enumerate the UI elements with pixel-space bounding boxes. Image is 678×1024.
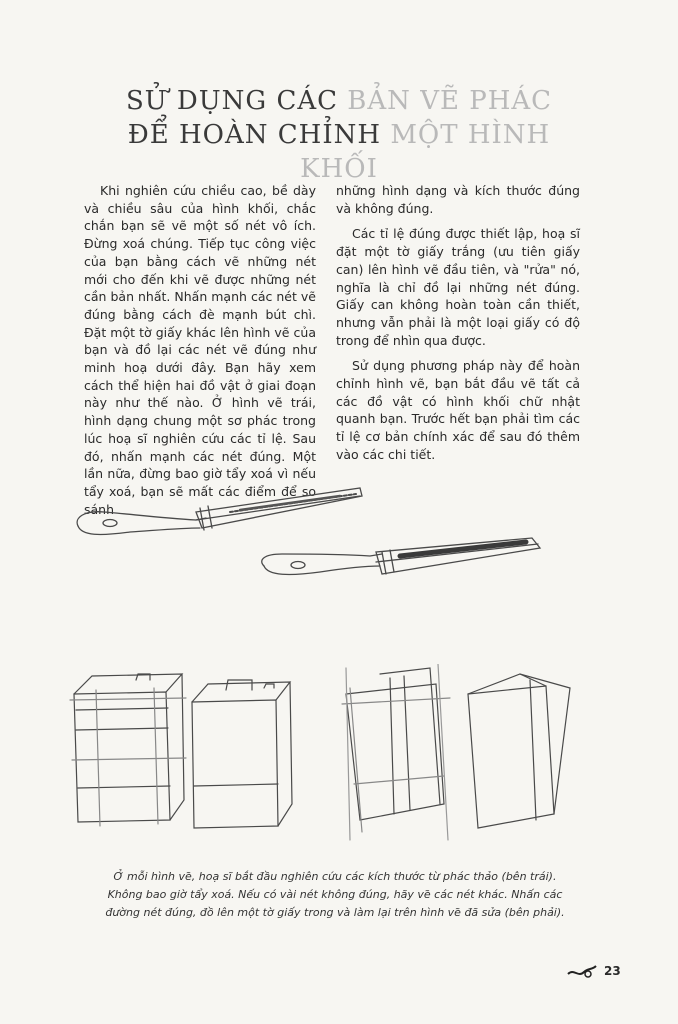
- right-paragraph-3: Sử dụng phương pháp này để hoàn chỉnh hình vẽ, bạn bắt đầu vẽ tất cả các đồ vật có hình khối chữ nhật quanh bạn. Trước hết bạn phải tìm các tỉ lệ cơ bản chính xác để sau đó thêm vào các chi tiết.: [336, 358, 580, 462]
- right-text-column: [336, 182, 580, 472]
- page-title: [100, 84, 578, 186]
- book-sketches: [340, 664, 580, 844]
- figure-caption: Ở mỗi hình vẽ, hoạ sĩ bắt đầu nghiên cứu các kích thước từ phác thảo (bên trái). Không bao giờ tẩy xoá. Nếu có vài nét không đúng, hãy vẽ các nét khác. Nhấn các đường nét đúng, đồ lên một tờ giấy trong và làm lại trên hình vẽ đã sửa (bên phải).: [105, 870, 565, 919]
- can-sketch-final: [192, 680, 292, 828]
- brush-sketch-rough: [77, 488, 362, 534]
- title-line1-dark: SỬ DỤNG CÁC: [125, 86, 348, 116]
- left-text-column: [84, 182, 316, 526]
- book-sketch-rough: [342, 664, 450, 840]
- paintbrush-sketches: [70, 482, 560, 592]
- decorative-ornament-icon: [566, 962, 602, 980]
- page-number: [566, 962, 621, 980]
- brush-sketch-final: [262, 538, 540, 574]
- title-line2-dark: ĐỂ HOÀN CHỈNH: [127, 120, 391, 150]
- book-sketch-final: [468, 674, 570, 828]
- title-line1-faded: BẢN VẼ PHÁC: [347, 86, 553, 116]
- can-sketches: [66, 670, 306, 840]
- right-paragraph-1: những hình dạng và kích thước đúng và không đúng.: [336, 183, 580, 216]
- title-line2-faded: MỘT HÌNH KHỐI: [300, 120, 551, 184]
- page-number-text: 23: [604, 964, 621, 978]
- right-paragraph-2: Các tỉ lệ đúng được thiết lập, hoạ sĩ đặt một tờ giấy trắng (ưu tiên giấy can) lên hình vẽ đầu tiên, và "rửa" nó, nghĩa là chỉ đồ lại những nét đúng. Giấy can không hoàn toàn cần thiết, nhưng vẫn phải là một loại giấy có độ trong để nhìn qua được.: [336, 226, 580, 348]
- left-paragraph-1: Khi nghiên cứu chiều cao, bề dày và chiều sâu của hình khối, chắc chắn bạn sẽ vẽ một số nét vô ích. Đừng xoá chúng. Tiếp tục công việc của bạn bằng cách vẽ những nét mới cho đến khi vẽ được những nét cần bản nhất. Nhấn mạnh các nét vẽ đúng bằng cách đè mạnh bút chì. Đặt một tờ giấy khác lên hình vẽ của bạn và đồ lại các nét vẽ đúng như minh hoạ dưới đây. Bạn hãy xem cách thể hiện hai đồ vật ở giai đoạn này như thế nào. Ở hình vẽ trái, hình dạng chung một sơ phác trong lúc hoạ sĩ nghiên cứu các tỉ lệ. Sau đó, nhấn mạnh các nét đúng. Một lần nữa, đừng bao giờ tẩy xoá vì nếu tẩy xoá, bạn sẽ mất các điểm để so sánh: [84, 183, 316, 517]
- can-sketch-rough: [70, 674, 186, 826]
